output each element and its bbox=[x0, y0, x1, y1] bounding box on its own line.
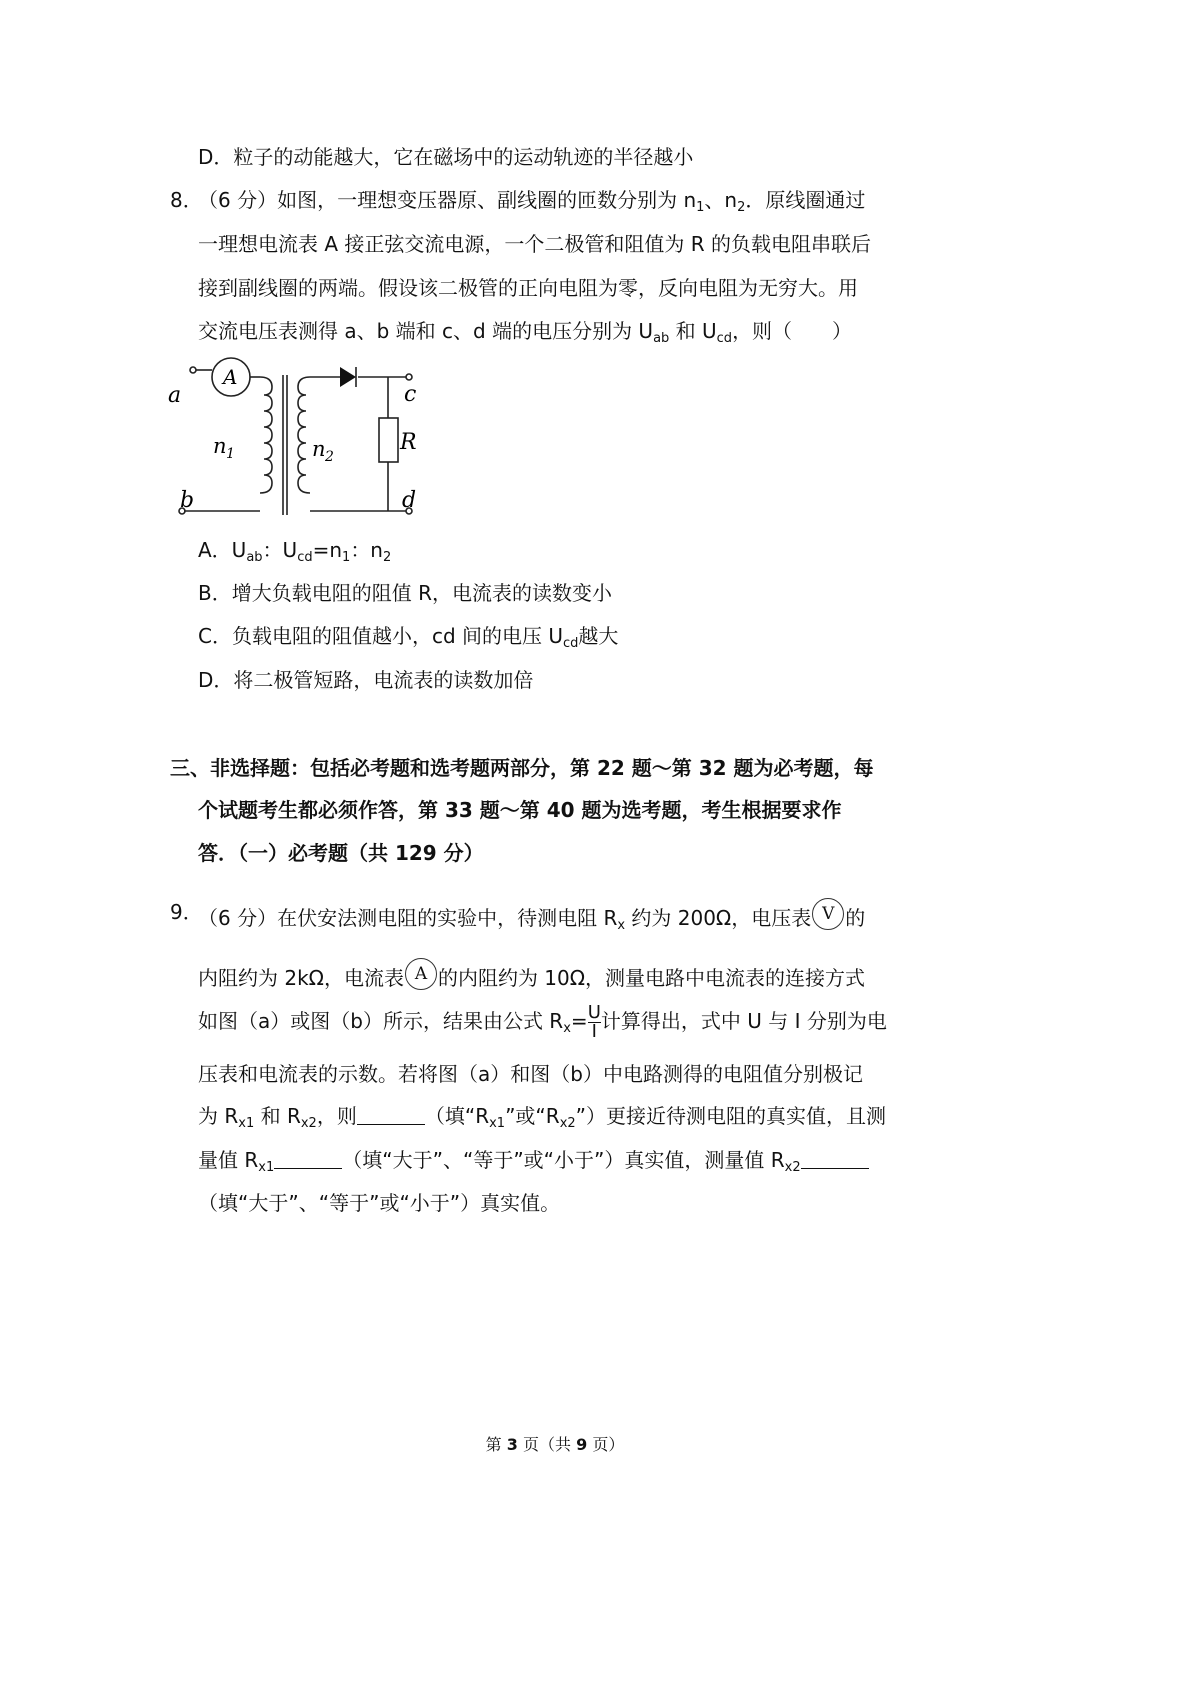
q8-line-2: 一理想电流表 A 接正弦交流电源，一个二极管和阻值为 R 的负载电阻串联后 bbox=[198, 232, 872, 256]
q7-option-d: D．粒子的动能越大，它在磁场中的运动轨迹的半径越小 bbox=[198, 145, 694, 169]
diode-symbol bbox=[340, 367, 356, 387]
q9-line-4: 压表和电流表的示数。若将图（a）和图（b）中电路测得的电阻值分别极记 bbox=[198, 1062, 863, 1086]
q9-line-2: 内阻约为 2kΩ，电流表 A 的内阻约为 10Ω，测量电路中电流表的连接方式 bbox=[198, 958, 865, 992]
svg-text:d: d bbox=[402, 488, 417, 513]
section-heading-line-1: 三、非选择题：包括必考题和选考题两部分，第 22 题～第 32 题为必考题，每 bbox=[170, 756, 874, 780]
answer-blank-1[interactable] bbox=[357, 1104, 425, 1125]
svg-text:n: n bbox=[312, 437, 326, 461]
section-heading-line-2: 个试题考生都必须作答，第 33 题～第 40 题为选考题，考生根据要求作 bbox=[198, 798, 842, 822]
answer-blank-3[interactable] bbox=[801, 1148, 869, 1169]
transformer-circuit-figure bbox=[160, 355, 430, 530]
svg-text:n: n bbox=[213, 434, 227, 458]
q9-number: 9． bbox=[170, 900, 203, 924]
svg-text:A: A bbox=[223, 365, 238, 389]
q9-line-3: 如图（a）或图（b）所示，结果由公式 $R_x=$ $\frac{U}{I}$ 计算得出，式中 U 与 I 分别为电 bbox=[198, 1002, 887, 1042]
q8-option-b: B．增大负载电阻的阻值 R，电流表的读数变小 bbox=[198, 581, 612, 605]
q8-line-3: 接到副线圈的两端。假设该二极管的正向电阻为零，反向电阻为无穷大。用 bbox=[198, 276, 858, 300]
resistor-symbol bbox=[379, 418, 398, 462]
svg-text:b: b bbox=[180, 488, 195, 513]
q9-line-5: 为 $R_{x1}$ 和 $R_{x2}$，则 （填“$R_{x1}$”或“$R_{x2}$”）更接近待测电阻的真实值，且测 bbox=[198, 1104, 887, 1131]
q8-line-4: 交流电压表测得 a、b 端和 c、d 端的电压分别为 $U_{ab}$ 和 $U_{cd}$，则（ ） bbox=[198, 319, 853, 346]
answer-blank-2[interactable] bbox=[274, 1148, 342, 1169]
svg-text:c: c bbox=[404, 382, 417, 407]
svg-text:2: 2 bbox=[325, 449, 334, 465]
svg-text:1: 1 bbox=[226, 446, 235, 462]
fraction-u-over-i: $\frac{U}{I}$ bbox=[587, 1002, 601, 1042]
svg-text:a: a bbox=[168, 383, 182, 408]
q9-line-1: （6 分）在伏安法测电阻的实验中，待测电阻 $R_x$ 约为 200Ω，电压表 V 的 bbox=[198, 898, 865, 940]
q8-line-1: （6 分）如图，一理想变压器原、副线圈的匝数分别为 $n_1$、$n_2$．原线圈通过 bbox=[198, 188, 866, 215]
q8-option-c: C．负载电阻的阻值越小，cd 间的电压 $U_{cd}$越大 bbox=[198, 624, 619, 651]
q9-line-6: 量值 $R_{x1}$ （填“大于”、“等于”或“小于”）真实值，测量值 $R_{x2}$ bbox=[198, 1146, 869, 1182]
q8-number: 8． bbox=[170, 188, 203, 212]
q8-option-a: A．$U_{ab}$：$U_{cd}=n_1$：$n_2$ bbox=[198, 538, 392, 565]
voltmeter-icon: V bbox=[812, 898, 844, 930]
q9-line-7: （填“大于”、“等于”或“小于”）真实值。 bbox=[198, 1191, 561, 1215]
section-heading-line-3: 答．（一）必考题（共 129 分） bbox=[198, 841, 484, 865]
ammeter-icon: A bbox=[405, 958, 437, 990]
page-footer: 第 3 页（共 9 页） bbox=[485, 1435, 625, 1454]
svg-text:R: R bbox=[400, 430, 417, 455]
q8-option-d: D．将二极管短路，电流表的读数加倍 bbox=[198, 668, 534, 692]
